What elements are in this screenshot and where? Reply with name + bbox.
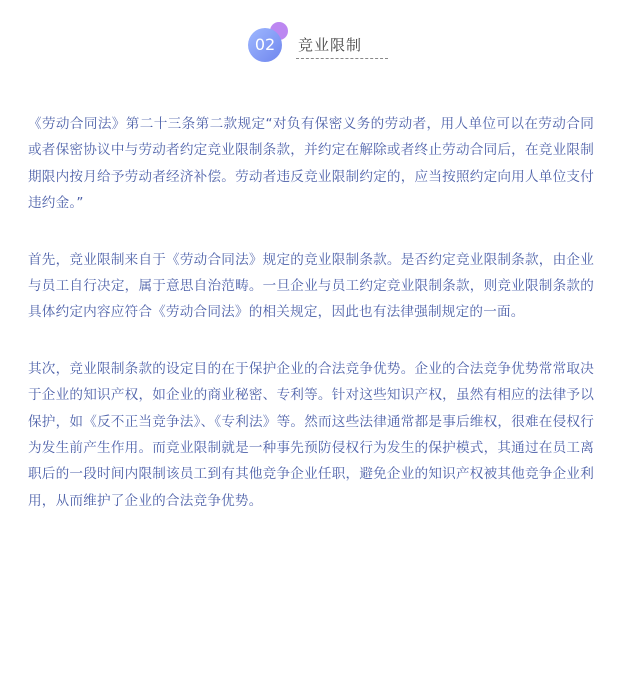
paragraph-first-point: 首先，竞业限制来自于《劳动合同法》规定的竞业限制条款。是否约定竞业限制条款，由企业与员工自行决定，属于意思自治范畴。一旦企业与员工约定竞业限制条款，则竞业限制条款的具体约定内容应符合《劳动合同法》的相关规定，因此也有法律强制规定的一面。 [28,251,594,321]
paragraph-second-point: 其次，竞业限制条款的设定目的在于保护企业的合法竞争优势。企业的合法竞争优势常常取决于企业的知识产权，如企业的商业秘密、专利等。针对这些知识产权，虽然有相应的法律予以保护，如《反不正当竞争法》、《专利法》等。然而这些法律通常都是事后维权，很难在侵权行为发生前产生作用。而竞业限制就是一种事先预防侵权行为发生的保护模式，其通过在员工离职后的一段时间内限制该员工到有其他竞争企业任职，避免企业的知识产权被其他竞争企业利用，从而维护了企业的合法竞争优势。 [28,360,594,509]
section-number-badge [248,28,282,62]
article-body [28,111,594,544]
paragraph-law-citation: 《劳动合同法》第二十三条第二款规定“对负有保密义务的劳动者，用人单位可以在劳动合同或者保密协议中与劳动者约定竞业限制条款，并约定在解除或者终止劳动合同后，在竞业限制期限内按月给予劳动者经济补偿。劳动者违反竞业限制约定的，应当按照约定向用人单位支付违约金。” [28,116,594,212]
section-number: 02 [254,35,276,54]
section-title: 竞业限制 [296,34,388,59]
